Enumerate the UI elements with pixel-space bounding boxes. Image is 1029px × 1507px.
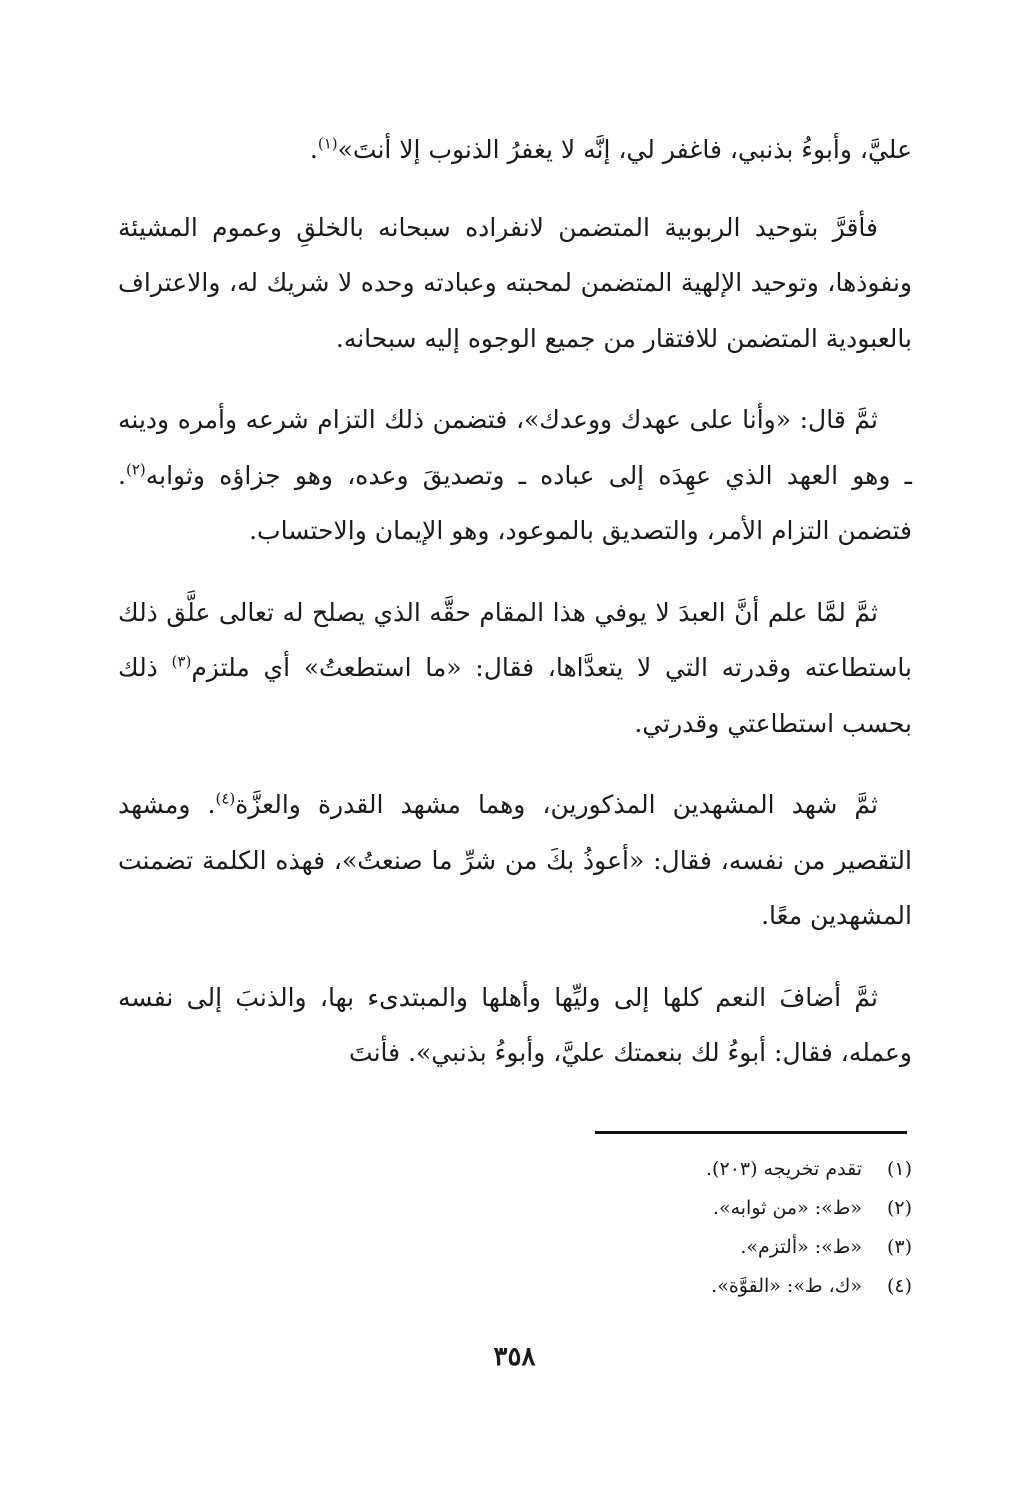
paragraph-6-text: ثمَّ أضافَ النعم كلها إلى وليِّها وأهلها والمبتدىء بها، والذنبَ إلى نفسه وعمله، فقال: أبوءُ لك بنعمتك عليَّ، وأبوءُ بذنبي». فأنتَ [118,982,912,1067]
paragraph-1-text-1: عليَّ، وأبوءُ بذنبي، فاغفر لي، إنَّه لا يغفرُ الذنوب إلا أنتَ» [337,135,912,164]
paragraph-4-text-1: ثمَّ لمَّا علم أنَّ العبدَ لا يوفي هذا المقام حقَّه الذي يصلح له تعالى علَّق ذلك باستطاعته وقدرته التي لا يتعدَّاها، فقال: «ما استطعتُ» أي ملتزم [118,597,912,682]
paragraph-5-text-2: . ومشهد التقصير من نفسه، فقال: «أعوذُ بكَ من شرِّ ما صنعتُ»، فهذه الكلمة تضمنت المشهدين معًا. [118,790,912,930]
footnote-number: (١) [886,1158,912,1180]
footnotes [492,1150,912,1306]
paragraph-3-text-2: . فتضمن التزام الأمر، والتصديق بالموعود، وهو الإيمان والاحتساب. [118,460,912,545]
page-number: ٣٥٨ [493,1342,536,1372]
main-text [118,122,912,1107]
paragraph-5 [118,777,912,944]
footnote-3 [492,1228,912,1267]
footnote-4 [492,1267,912,1306]
footnote-reference-2[interactable]: (٢) [125,460,146,479]
paragraph-2 [118,200,912,367]
paragraph-1-text-2: . [309,135,318,164]
footnote-1 [492,1150,912,1189]
footnote-reference-3[interactable]: (٣) [171,652,192,671]
footnote-reference-1[interactable]: (١) [317,134,338,153]
footnote-text: «ط»: «من ثوابه». [712,1197,862,1219]
paragraph-2-text: فأقرَّ بتوحيد الربوبية المتضمن لانفراده سبحانه بالخلقِ وعموم المشيئة ونفوذها، وتوحيد الإلهية المتضمن لمحبته وعبادته وحده لا شريك له، والاعتراف بالعبودية المتضمن للافتقار من جميع الوجوه إليه سبحانه. [118,212,912,353]
paragraph-6 [118,970,912,1081]
footnote-separator [595,1131,907,1134]
paragraph-1 [118,122,912,178]
paragraph-3-text-1: ثمَّ قال: «وأنا على عهدك ووعدك»، فتضمن ذلك التزام شرعه وأمره ودينه ـ وهو العهد الذي عهِدَه إلى عباده ـ وتصديقَ وعده، وهو جزاؤه وثوابه [118,405,912,490]
paragraph-5-text-1: ثمَّ شهد المشهدين المذكورين، وهما مشهد القدرة والعزَّة [235,790,878,819]
footnote-number: (٤) [886,1275,912,1297]
paragraph-4-text-2: ذلك بحسب استطاعتي وقدرتي. [118,653,912,738]
footnote-number: (٢) [886,1197,912,1219]
footnote-text: «ط»: «ألتزم». [740,1236,862,1258]
footnote-number: (٣) [886,1236,912,1258]
paragraph-3 [118,392,912,559]
footnote-reference-4[interactable]: (٤) [215,789,236,808]
footnote-text: «ك، ط»: «القوَّة». [711,1275,862,1297]
footnote-text: تقدم تخريجه (٢٠٣). [706,1158,862,1180]
footnote-2 [492,1189,912,1228]
paragraph-4 [118,585,912,752]
